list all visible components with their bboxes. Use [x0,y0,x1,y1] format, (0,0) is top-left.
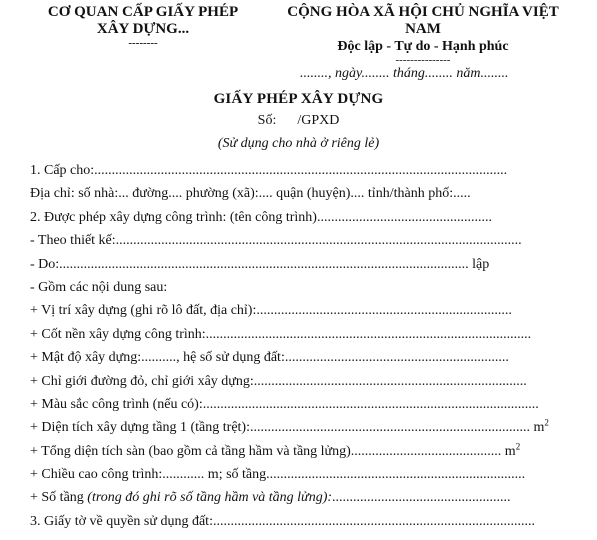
line-colors: + Màu sắc công trình (nếu có):................................................................................................ [30,396,539,412]
line-boundaries: + Chỉ giới đường đỏ, chỉ giới xây dựng:.............................................................................. [30,373,527,389]
national-heading-block [268,4,578,65]
line-land-use-documents: 3. Giấy tờ về quyền sử dụng đất:............................................................................................ [30,513,535,529]
line-prepared-by: - Do:..................................................................................................................... lập [30,256,490,272]
agency-name-line2: XÂY DỰNG... [96,21,190,37]
line-foundation-level: + Cốt nền xây dựng công trình:............................................................................................. [30,326,532,342]
date-line: ........, ngày........ tháng........ năm........ [300,66,509,81]
national-name: CỘNG HÒA XÃ HỘI CHỦ NGHĨA VIỆT NAM [287,4,559,37]
document-title: GIẤY PHÉP XÂY DỰNG [213,91,384,107]
motto-rule: --------------- [395,54,451,66]
line-issued-to: 1. Cấp cho:...................................................................................................................... [30,163,508,178]
line-design: - Theo thiết kế:.................................................................................................................... [30,233,522,249]
agency-name-line1: CƠ QUAN CẤP GIẤY PHÉP [47,4,239,20]
line-density: + Mật độ xây dựng:.........., hệ số sử dụng đất:................................................................ [30,350,509,366]
national-motto: Độc lập - Tự do - Hạnh phúc [337,39,509,54]
line-floor-count: + Số tầng (trong đó ghi rõ số tầng hầm và tầng lửng):................................................... [30,490,511,506]
line-height: + Chiều cao công trình:............ m; số tầng.......................................................................... [30,467,526,483]
issuing-agency-block [18,4,268,48]
line-address: Địa chỉ: số nhà:... đường.... phường (xã):.... quận (huyện).... tỉnh/thành phố:..... [30,186,471,202]
usage-note: (Sử dụng cho nhà ở riêng lẻ) [217,136,380,151]
line-contents-heading: - Gồm các nội dung sau: [30,279,168,295]
agency-rule: -------- [128,37,158,49]
line-location: + Vị trí xây dựng (ghi rõ lô đất, địa chỉ):......................................................................... [30,303,512,319]
permit-content [30,159,580,533]
permit-number: Số: /GPXD [257,113,340,128]
line-ground-floor-area: + Diện tích xây dựng tầng 1 (tầng trệt):................................................................................ $m^2$ [30,417,549,436]
line-total-floor-area: + Tổng diện tích sàn (bao gồm cả tầng hầm và tầng lửng)........................................... $m^2$ [30,441,521,459]
line-permitted-work: 2. Được phép xây dựng công trình: (tên công trình).................................................. [30,209,492,225]
